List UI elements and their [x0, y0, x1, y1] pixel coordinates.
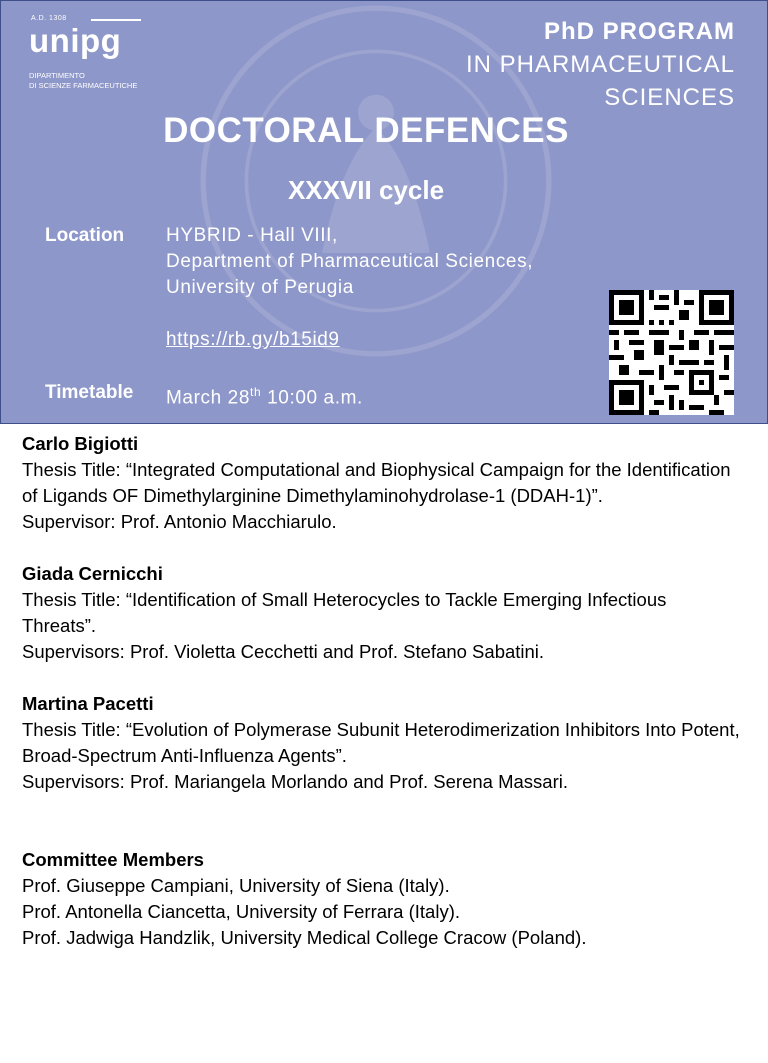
timetable-date: March 28: [166, 387, 251, 409]
timetable-label: Timetable: [45, 382, 134, 403]
meeting-link[interactable]: https://rb.gy/b15id9: [166, 329, 340, 350]
committee-member: Prof. Antonella Ciancetta, University of Ferrara (Italy).: [22, 901, 461, 922]
candidate-entry: [22, 561, 742, 665]
candidate-name: Carlo Bigiotti: [22, 433, 139, 454]
thesis-title: Thesis Title: “Identification of Small Heterocycles to Tackle Emerging Infectious Threats”.: [22, 589, 667, 636]
committee-member: Prof. Jadwiga Handzlik, University Medical College Cracow (Poland).: [22, 927, 587, 948]
cycle-subtitle: XXXVII cycle: [287, 175, 445, 205]
location-line2: Department of Pharmaceutical Sciences,: [166, 251, 534, 272]
logo-dept-line1: DIPARTIMENTO: [29, 71, 85, 80]
committee-heading: Committee Members: [22, 849, 204, 870]
candidate-entry: [22, 431, 742, 535]
header-banner: [0, 0, 768, 424]
logo-department: [29, 71, 137, 91]
qr-code-icon[interactable]: [609, 290, 734, 415]
thesis-title: Thesis Title: “Integrated Computational and Biophysical Campaign for the Identification of Ligands OF Dimethylarginine Dimethylaminohydrolase-1 (DDAH-1)”.: [22, 459, 731, 506]
location-line1: HYBRID - Hall VIII,: [166, 225, 338, 246]
candidate-entry: [22, 691, 742, 795]
supervisors: Supervisors: Prof. Mariangela Morlando and Prof. Serena Massari.: [22, 771, 569, 792]
program-line1: PhD PROGRAM: [544, 18, 735, 45]
timetable-time: 10:00 a.m.: [261, 387, 363, 409]
location-label: Location: [45, 225, 125, 246]
program-line2: IN PHARMACEUTICAL: [465, 51, 735, 78]
location-value: [166, 223, 533, 301]
logo-since: A.D. 1308: [31, 15, 67, 22]
supervisors: Supervisors: Prof. Violetta Cecchetti and Prof. Stefano Sabatini.: [22, 641, 545, 662]
thesis-title: Thesis Title: “Evolution of Polymerase Subunit Heterodimerization Inhibitors Into Potent, Broad-Spectrum Anti-Influenza Agents”.: [22, 719, 740, 766]
supervisors: Supervisor: Prof. Antonio Macchiarulo.: [22, 511, 337, 532]
committee-section: [22, 847, 742, 951]
timetable-value: [166, 379, 363, 411]
committee-member: Prof. Giuseppe Campiani, University of Siena (Italy).: [22, 875, 450, 896]
page-title: DOCTORAL DEFENCES: [163, 111, 569, 150]
program-title: [466, 15, 735, 114]
program-line3: SCIENCES: [604, 84, 735, 111]
candidate-name: Giada Cernicchi: [22, 563, 163, 584]
candidate-name: Martina Pacetti: [22, 693, 154, 714]
location-line3: University of Perugia: [166, 277, 354, 298]
timetable-date-suffix: th: [250, 385, 262, 399]
defence-list: [22, 431, 742, 951]
logo-wordmark: unipg: [29, 22, 122, 59]
logo-dept-line2: DI SCIENZE FARMACEUTICHE: [29, 81, 138, 90]
